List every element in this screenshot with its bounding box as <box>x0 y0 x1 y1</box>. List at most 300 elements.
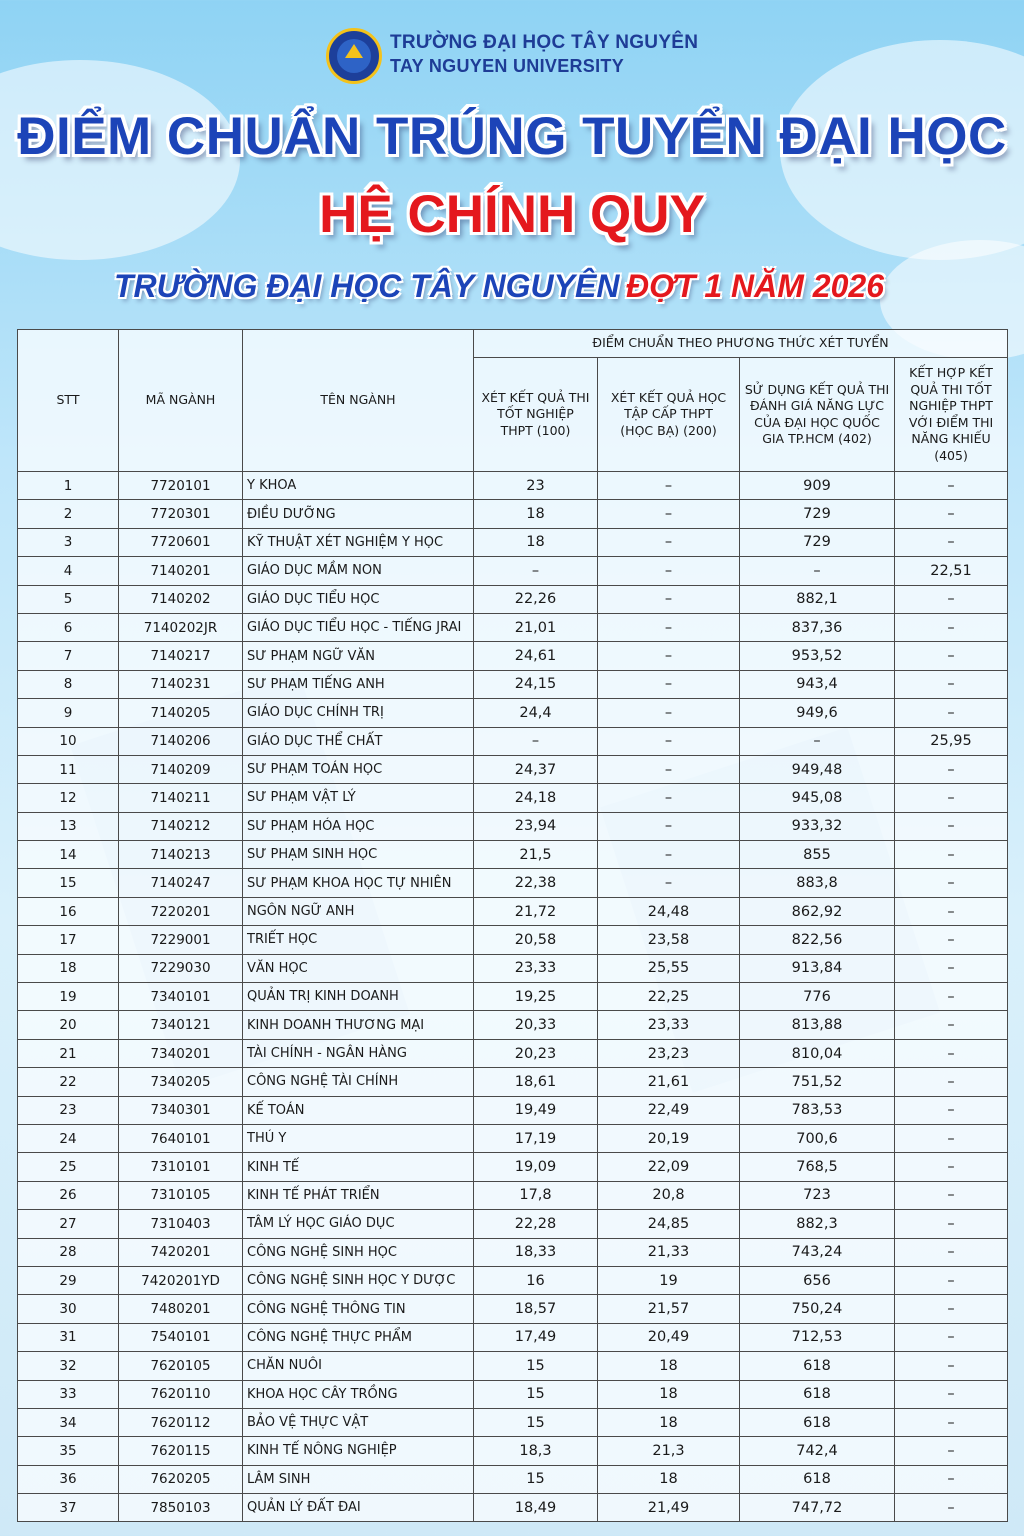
header-method-group: ĐIỂM CHUẨN THEO PHƯƠNG THỨC XÉT TUYỂN <box>474 330 1008 358</box>
cell-name: THÚ Y <box>243 1124 474 1152</box>
cell-method-100: 18,49 <box>474 1494 598 1522</box>
cell-method-200: – <box>598 472 740 500</box>
cell-stt: 11 <box>18 755 119 783</box>
cell-code: 7420201 <box>119 1238 243 1266</box>
cell-method-402: 913,84 <box>740 954 895 982</box>
cell-method-402: 751,52 <box>740 1068 895 1096</box>
table-row <box>18 1295 1008 1323</box>
cell-code: 7620115 <box>119 1437 243 1465</box>
cell-method-405: – <box>895 1068 1008 1096</box>
cell-stt: 5 <box>18 585 119 613</box>
cell-name: SƯ PHẠM TOÁN HỌC <box>243 755 474 783</box>
cell-stt: 12 <box>18 784 119 812</box>
header-method-200: XÉT KẾT QUẢ HỌC TẬP CẤP THPT (HỌC BẠ) (200) <box>598 358 740 472</box>
cell-stt: 18 <box>18 954 119 982</box>
cell-method-200: – <box>598 841 740 869</box>
cell-method-402: 883,8 <box>740 869 895 897</box>
cell-method-402: 822,56 <box>740 926 895 954</box>
cell-method-402: 618 <box>740 1352 895 1380</box>
table-row <box>18 1437 1008 1465</box>
cell-method-200: 22,25 <box>598 983 740 1011</box>
cell-name: Y KHOA <box>243 472 474 500</box>
cell-code: 7140247 <box>119 869 243 897</box>
table-row <box>18 1039 1008 1067</box>
cell-code: 7140201 <box>119 557 243 585</box>
header-method-100: XÉT KẾT QUẢ THI TỐT NGHIỆP THPT (100) <box>474 358 598 472</box>
cell-stt: 17 <box>18 926 119 954</box>
cell-method-200: 24,85 <box>598 1210 740 1238</box>
cell-method-200: 23,58 <box>598 926 740 954</box>
cell-method-100: 19,25 <box>474 983 598 1011</box>
cell-code: 7140202 <box>119 585 243 613</box>
cell-method-200: – <box>598 699 740 727</box>
cell-method-402: 855 <box>740 841 895 869</box>
cell-code: 7140205 <box>119 699 243 727</box>
cell-code: 7340205 <box>119 1068 243 1096</box>
cell-method-402: 862,92 <box>740 897 895 925</box>
cell-method-200: – <box>598 500 740 528</box>
cell-method-200: – <box>598 613 740 641</box>
cell-code: 7229030 <box>119 954 243 982</box>
cell-method-405: – <box>895 1124 1008 1152</box>
cell-method-402: 618 <box>740 1408 895 1436</box>
cell-method-402: 750,24 <box>740 1295 895 1323</box>
cell-name: SƯ PHẠM VẬT LÝ <box>243 784 474 812</box>
cell-method-405: – <box>895 1408 1008 1436</box>
table-row <box>18 954 1008 982</box>
cell-method-402: 729 <box>740 528 895 556</box>
cell-stt: 29 <box>18 1266 119 1294</box>
table-row <box>18 613 1008 641</box>
table-row <box>18 897 1008 925</box>
cell-method-402: 837,36 <box>740 613 895 641</box>
cell-method-200: 21,33 <box>598 1238 740 1266</box>
cell-method-405: – <box>895 812 1008 840</box>
cell-name: KINH TẾ NÔNG NGHIỆP <box>243 1437 474 1465</box>
cell-code: 7140202JR <box>119 613 243 641</box>
cell-method-100: 17,8 <box>474 1181 598 1209</box>
cell-name: CÔNG NGHỆ THỰC PHẨM <box>243 1323 474 1351</box>
cell-stt: 35 <box>18 1437 119 1465</box>
cell-method-100: 22,28 <box>474 1210 598 1238</box>
cell-method-405: – <box>895 1181 1008 1209</box>
cell-method-402: 783,53 <box>740 1096 895 1124</box>
cell-stt: 24 <box>18 1124 119 1152</box>
cell-code: 7720101 <box>119 472 243 500</box>
table-row <box>18 926 1008 954</box>
table-row <box>18 585 1008 613</box>
cell-code: 7620110 <box>119 1380 243 1408</box>
cell-method-405: – <box>895 1039 1008 1067</box>
cell-method-402: 743,24 <box>740 1238 895 1266</box>
cell-method-402: 882,3 <box>740 1210 895 1238</box>
cell-name: SƯ PHẠM SINH HỌC <box>243 841 474 869</box>
cell-method-405: – <box>895 699 1008 727</box>
cell-stt: 4 <box>18 557 119 585</box>
cell-stt: 13 <box>18 812 119 840</box>
cell-stt: 19 <box>18 983 119 1011</box>
table-row <box>18 1380 1008 1408</box>
cell-code: 7340201 <box>119 1039 243 1067</box>
cell-method-100: 22,38 <box>474 869 598 897</box>
cell-method-100: 20,33 <box>474 1011 598 1039</box>
table-row <box>18 1323 1008 1351</box>
university-name-vn: TRƯỜNG ĐẠI HỌC TÂY NGUYÊN <box>390 32 699 53</box>
cell-method-200: 21,57 <box>598 1295 740 1323</box>
cell-method-200: – <box>598 727 740 755</box>
cell-code: 7340301 <box>119 1096 243 1124</box>
cell-method-200: 19 <box>598 1266 740 1294</box>
cell-method-200: – <box>598 670 740 698</box>
cell-name: GIÁO DỤC MẦM NON <box>243 557 474 585</box>
cell-stt: 31 <box>18 1323 119 1351</box>
cell-method-100: 24,15 <box>474 670 598 698</box>
cell-method-405: – <box>895 1380 1008 1408</box>
cell-method-402: – <box>740 557 895 585</box>
cell-code: 7310403 <box>119 1210 243 1238</box>
table-row <box>18 1352 1008 1380</box>
cell-name: KỸ THUẬT XÉT NGHIỆM Y HỌC <box>243 528 474 556</box>
page-header <box>0 26 1024 82</box>
cell-code: 7229001 <box>119 926 243 954</box>
header-method-402: SỬ DỤNG KẾT QUẢ THI ĐÁNH GIÁ NĂNG LỰC CỦA ĐẠI HỌC QUỐC GIA TP.HCM (402) <box>740 358 895 472</box>
cell-stt: 7 <box>18 642 119 670</box>
cell-method-405: – <box>895 1494 1008 1522</box>
cell-code: 7850103 <box>119 1494 243 1522</box>
table-row <box>18 1096 1008 1124</box>
cell-method-405: – <box>895 1437 1008 1465</box>
cell-method-402: 945,08 <box>740 784 895 812</box>
cell-method-402: 618 <box>740 1380 895 1408</box>
cell-method-402: 747,72 <box>740 1494 895 1522</box>
cell-method-405: – <box>895 983 1008 1011</box>
cell-name: GIÁO DỤC CHÍNH TRỊ <box>243 699 474 727</box>
cell-method-100: 23 <box>474 472 598 500</box>
cell-method-200: 20,19 <box>598 1124 740 1152</box>
cell-name: QUẢN LÝ ĐẤT ĐAI <box>243 1494 474 1522</box>
cell-name: QUẢN TRỊ KINH DOANH <box>243 983 474 1011</box>
table-row <box>18 472 1008 500</box>
cell-method-200: 23,23 <box>598 1039 740 1067</box>
cell-name: CÔNG NGHỆ THÔNG TIN <box>243 1295 474 1323</box>
cell-stt: 14 <box>18 841 119 869</box>
cell-name: CÔNG NGHỆ SINH HỌC <box>243 1238 474 1266</box>
cell-method-405: – <box>895 1096 1008 1124</box>
cell-method-405: – <box>895 1210 1008 1238</box>
table-row <box>18 841 1008 869</box>
cell-method-100: 18,61 <box>474 1068 598 1096</box>
cell-code: 7620105 <box>119 1352 243 1380</box>
cell-method-405: – <box>895 642 1008 670</box>
table-row <box>18 869 1008 897</box>
table-row <box>18 1153 1008 1181</box>
cell-method-100: 23,94 <box>474 812 598 840</box>
cell-method-405: – <box>895 670 1008 698</box>
cell-method-402: 723 <box>740 1181 895 1209</box>
cell-method-100: 17,19 <box>474 1124 598 1152</box>
cell-name: LÂM SINH <box>243 1465 474 1493</box>
cell-method-405: 22,51 <box>895 557 1008 585</box>
cell-method-200: 21,49 <box>598 1494 740 1522</box>
cell-method-405: – <box>895 1266 1008 1294</box>
cell-code: 7140209 <box>119 755 243 783</box>
table-row <box>18 1408 1008 1436</box>
cell-method-100: 18,3 <box>474 1437 598 1465</box>
cell-code: 7640101 <box>119 1124 243 1152</box>
header-stt: STT <box>18 330 119 472</box>
cell-method-405: – <box>895 472 1008 500</box>
cell-name: GIÁO DỤC THỂ CHẤT <box>243 727 474 755</box>
table-row <box>18 983 1008 1011</box>
cell-method-402: 656 <box>740 1266 895 1294</box>
cell-method-100: 18,57 <box>474 1295 598 1323</box>
cell-method-100: 24,37 <box>474 755 598 783</box>
cell-method-200: – <box>598 869 740 897</box>
cell-method-200: – <box>598 557 740 585</box>
cell-name: SƯ PHẠM NGỮ VĂN <box>243 642 474 670</box>
cell-method-405: – <box>895 1352 1008 1380</box>
cell-method-402: 700,6 <box>740 1124 895 1152</box>
cell-name: CHĂN NUÔI <box>243 1352 474 1380</box>
cell-method-100: 18 <box>474 500 598 528</box>
cell-method-402: 768,5 <box>740 1153 895 1181</box>
cell-method-200: 20,49 <box>598 1323 740 1351</box>
cell-method-405: – <box>895 585 1008 613</box>
cell-method-100: 15 <box>474 1465 598 1493</box>
cell-stt: 25 <box>18 1153 119 1181</box>
table-row <box>18 670 1008 698</box>
cell-stt: 10 <box>18 727 119 755</box>
table-row <box>18 699 1008 727</box>
cell-method-402: 933,32 <box>740 812 895 840</box>
table-row <box>18 642 1008 670</box>
cell-code: 7340101 <box>119 983 243 1011</box>
cell-code: 7420201YD <box>119 1266 243 1294</box>
cell-method-200: – <box>598 642 740 670</box>
cell-method-200: 18 <box>598 1408 740 1436</box>
cell-method-402: 776 <box>740 983 895 1011</box>
cell-code: 7720601 <box>119 528 243 556</box>
cell-method-402: 949,48 <box>740 755 895 783</box>
cell-stt: 26 <box>18 1181 119 1209</box>
cell-method-405: – <box>895 1153 1008 1181</box>
cell-method-402: 909 <box>740 472 895 500</box>
cell-method-405: – <box>895 869 1008 897</box>
cell-stt: 27 <box>18 1210 119 1238</box>
cell-stt: 15 <box>18 869 119 897</box>
cell-name: KINH DOANH THƯƠNG MẠI <box>243 1011 474 1039</box>
cell-method-402: 618 <box>740 1465 895 1493</box>
cell-code: 7140231 <box>119 670 243 698</box>
header-name: TÊN NGÀNH <box>243 330 474 472</box>
cell-code: 7140211 <box>119 784 243 812</box>
cell-name: KHOA HỌC CÂY TRỒNG <box>243 1380 474 1408</box>
cell-stt: 30 <box>18 1295 119 1323</box>
cell-method-200: 21,3 <box>598 1437 740 1465</box>
cell-method-100: 22,26 <box>474 585 598 613</box>
cell-method-200: – <box>598 585 740 613</box>
cell-name: SƯ PHẠM TIẾNG ANH <box>243 670 474 698</box>
cell-method-100: 18,33 <box>474 1238 598 1266</box>
cell-method-402: 943,4 <box>740 670 895 698</box>
admission-scores-table <box>17 329 1008 1522</box>
cell-method-200: – <box>598 812 740 840</box>
cell-name: GIÁO DỤC TIỂU HỌC <box>243 585 474 613</box>
cell-method-200: 18 <box>598 1465 740 1493</box>
cell-stt: 23 <box>18 1096 119 1124</box>
cell-code: 7480201 <box>119 1295 243 1323</box>
cell-method-100: 15 <box>474 1380 598 1408</box>
cell-method-402: – <box>740 727 895 755</box>
table-row <box>18 1465 1008 1493</box>
cell-method-200: – <box>598 528 740 556</box>
cell-stt: 32 <box>18 1352 119 1380</box>
cell-name: VĂN HỌC <box>243 954 474 982</box>
cell-name: CÔNG NGHỆ SINH HỌC Y DƯỢC <box>243 1266 474 1294</box>
cell-method-100: 21,72 <box>474 897 598 925</box>
cell-name: KINH TẾ PHÁT TRIỂN <box>243 1181 474 1209</box>
cell-stt: 3 <box>18 528 119 556</box>
cell-stt: 2 <box>18 500 119 528</box>
cell-method-405: – <box>895 1323 1008 1351</box>
cell-method-200: 18 <box>598 1380 740 1408</box>
cell-code: 7140206 <box>119 727 243 755</box>
page-subtitle: HỆ CHÍNH QUY <box>319 185 705 244</box>
cell-method-405: 25,95 <box>895 727 1008 755</box>
cell-stt: 28 <box>18 1238 119 1266</box>
cell-method-100: – <box>474 557 598 585</box>
cell-method-405: – <box>895 528 1008 556</box>
cell-method-100: 24,18 <box>474 784 598 812</box>
table-row <box>18 1494 1008 1522</box>
cell-code: 7720301 <box>119 500 243 528</box>
cell-name: KINH TẾ <box>243 1153 474 1181</box>
cell-method-200: 22,09 <box>598 1153 740 1181</box>
cell-name: KẾ TOÁN <box>243 1096 474 1124</box>
university-logo-icon <box>326 28 382 84</box>
cell-stt: 36 <box>18 1465 119 1493</box>
cell-method-100: 23,33 <box>474 954 598 982</box>
cell-code: 7620112 <box>119 1408 243 1436</box>
cell-stt: 9 <box>18 699 119 727</box>
cell-code: 7310101 <box>119 1153 243 1181</box>
cell-stt: 16 <box>18 897 119 925</box>
page-title: ĐIỂM CHUẨN TRÚNG TUYỂN ĐẠI HỌC <box>17 107 1007 166</box>
header-method-405: KẾT HỢP KẾT QUẢ THI TỐT NGHIỆP THPT VỚI ĐIỂM THI NĂNG KHIẾU (405) <box>895 358 1008 472</box>
cell-code: 7140217 <box>119 642 243 670</box>
cell-method-100: 16 <box>474 1266 598 1294</box>
table-row <box>18 784 1008 812</box>
cell-method-405: – <box>895 1238 1008 1266</box>
cell-code: 7540101 <box>119 1323 243 1351</box>
cell-stt: 22 <box>18 1068 119 1096</box>
cell-method-200: 24,48 <box>598 897 740 925</box>
cell-name: BẢO VỆ THỰC VẬT <box>243 1408 474 1436</box>
cell-method-405: – <box>895 841 1008 869</box>
header-code: MÃ NGÀNH <box>119 330 243 472</box>
cell-stt: 21 <box>18 1039 119 1067</box>
cell-name: SƯ PHẠM HÓA HỌC <box>243 812 474 840</box>
university-name-en: TAY NGUYEN UNIVERSITY <box>390 56 625 76</box>
table-row <box>18 1068 1008 1096</box>
cell-name: TRIẾT HỌC <box>243 926 474 954</box>
table-row <box>18 1124 1008 1152</box>
cell-stt: 20 <box>18 1011 119 1039</box>
cell-code: 7310105 <box>119 1181 243 1209</box>
cell-method-402: 729 <box>740 500 895 528</box>
cell-method-405: – <box>895 1465 1008 1493</box>
cell-name: SƯ PHẠM KHOA HỌC TỰ NHIÊN <box>243 869 474 897</box>
table-row <box>18 1238 1008 1266</box>
cell-method-402: 810,04 <box>740 1039 895 1067</box>
cell-stt: 33 <box>18 1380 119 1408</box>
cell-method-405: – <box>895 613 1008 641</box>
cell-method-405: – <box>895 755 1008 783</box>
cell-name: TÀI CHÍNH - NGÂN HÀNG <box>243 1039 474 1067</box>
cell-method-200: – <box>598 755 740 783</box>
cell-stt: 37 <box>18 1494 119 1522</box>
cell-name: CÔNG NGHỆ TÀI CHÍNH <box>243 1068 474 1096</box>
cell-method-405: – <box>895 1011 1008 1039</box>
cell-method-200: 20,8 <box>598 1181 740 1209</box>
cell-method-405: – <box>895 784 1008 812</box>
table-row <box>18 755 1008 783</box>
table-row <box>18 727 1008 755</box>
cell-method-405: – <box>895 897 1008 925</box>
table-row <box>18 1011 1008 1039</box>
cell-method-402: 953,52 <box>740 642 895 670</box>
cell-name: ĐIỀU DƯỠNG <box>243 500 474 528</box>
cell-method-100: 19,09 <box>474 1153 598 1181</box>
cell-method-100: 21,5 <box>474 841 598 869</box>
cell-method-100: 15 <box>474 1352 598 1380</box>
cell-stt: 6 <box>18 613 119 641</box>
cell-method-402: 882,1 <box>740 585 895 613</box>
cell-method-200: 23,33 <box>598 1011 740 1039</box>
table-row <box>18 528 1008 556</box>
cell-code: 7620205 <box>119 1465 243 1493</box>
cell-code: 7140212 <box>119 812 243 840</box>
cell-stt: 1 <box>18 472 119 500</box>
cell-method-100: 21,01 <box>474 613 598 641</box>
institution-label: TRƯỜNG ĐẠI HỌC TÂY NGUYÊN <box>114 268 620 304</box>
table-row <box>18 812 1008 840</box>
cell-method-200: 21,61 <box>598 1068 740 1096</box>
cell-method-100: 17,49 <box>474 1323 598 1351</box>
cell-method-405: – <box>895 926 1008 954</box>
cell-method-100: 24,61 <box>474 642 598 670</box>
cell-name: NGÔN NGỮ ANH <box>243 897 474 925</box>
cell-name: GIÁO DỤC TIỂU HỌC - TIẾNG JRAI <box>243 613 474 641</box>
table-row <box>18 500 1008 528</box>
cell-stt: 8 <box>18 670 119 698</box>
cell-method-100: 18 <box>474 528 598 556</box>
cell-method-100: 15 <box>474 1408 598 1436</box>
cell-method-402: 813,88 <box>740 1011 895 1039</box>
cell-code: 7340121 <box>119 1011 243 1039</box>
table-row <box>18 1181 1008 1209</box>
cell-method-405: – <box>895 954 1008 982</box>
table-row <box>18 1266 1008 1294</box>
round-label: ĐỢT 1 NĂM 2026 <box>626 268 884 304</box>
cell-stt: 34 <box>18 1408 119 1436</box>
cell-name: TÂM LÝ HỌC GIÁO DỤC <box>243 1210 474 1238</box>
cell-method-402: 712,53 <box>740 1323 895 1351</box>
cell-method-200: 25,55 <box>598 954 740 982</box>
cell-method-405: – <box>895 500 1008 528</box>
cell-method-402: 742,4 <box>740 1437 895 1465</box>
cell-method-405: – <box>895 1295 1008 1323</box>
